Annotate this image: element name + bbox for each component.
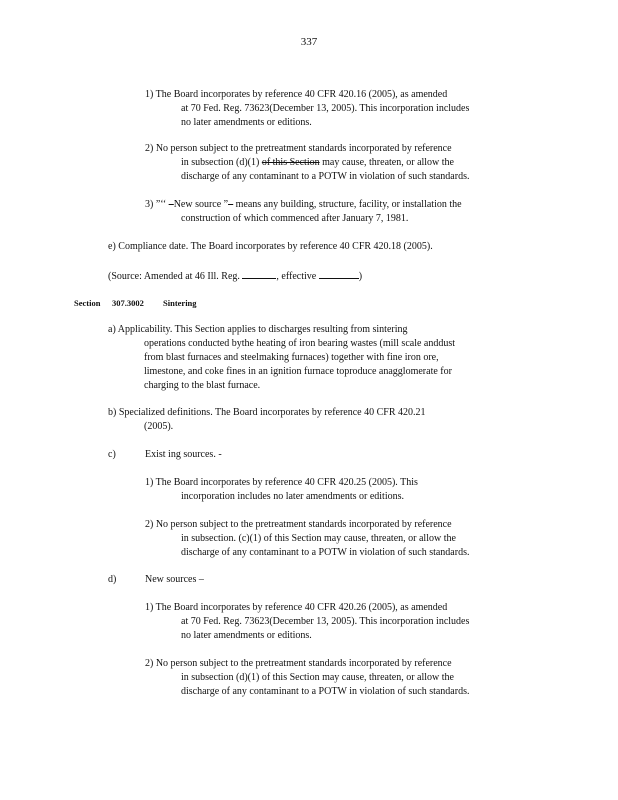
paragraph-2-line-2-end: may cause, threaten, or allow the — [319, 157, 454, 168]
paragraph-2-line-3: discharge of any contaminant to a POTW in violation of such standards. — [181, 171, 470, 182]
paragraph-c2-line-2: in subsection. (c)(1) of this Section may cause, threaten, or allow the — [181, 533, 456, 544]
paragraph-a-line-2: operations conducted bythe heating of iron bearing wastes (mill scale anddust — [144, 338, 456, 349]
page-number: 337 — [300, 36, 318, 48]
struck-dash: – — [168, 199, 174, 210]
struck-text: of this Section — [261, 157, 320, 168]
paragraph-c2-line-3: discharge of any contaminant to a POTW in violation of such standards. — [181, 547, 470, 558]
paragraph-b — [108, 406, 426, 434]
section-title: Sintering — [163, 298, 197, 308]
paragraph-d1-line-1: 1) The Board incorporates by reference 40 CFR 420.26 (2005), as amended — [145, 602, 448, 613]
source-suffix: ) — [358, 271, 363, 282]
paragraph-1-line-1: 1) The Board incorporates by reference 40 CFR 420.16 (2005), as amended — [145, 89, 448, 100]
paragraph-c1-line-2: incorporation includes no later amendments or editions. — [181, 491, 404, 502]
section-number: 307.3002 — [112, 298, 144, 308]
section-title-box — [163, 296, 197, 310]
paragraph-d2-line-3: discharge of any contaminant to a POTW in violation of such standards. — [181, 686, 470, 697]
paragraph-3-line-1-start: 3) ”‘‘ — [145, 199, 169, 210]
paragraph-e-text: e) Compliance date. The Board incorporates by reference 40 CFR 420.18 (2005). — [108, 241, 433, 252]
paragraph-2 — [145, 142, 469, 184]
paragraph-3-line-2: construction of which commenced after January 7, 1981. — [181, 213, 409, 224]
blank-line-2 — [319, 268, 359, 279]
paragraph-d2-line-2: in subsection (d)(1) of this Section may cause, threaten, or allow the — [181, 672, 454, 683]
section-label: Section — [74, 298, 101, 308]
struck-dash-2: – — [228, 199, 234, 210]
paragraph-d2 — [145, 657, 469, 699]
paragraph-a-line-1: a) Applicability. This Section applies to discharges resulting from sintering — [108, 324, 408, 335]
paragraph-c-label: c) — [108, 449, 116, 460]
paragraph-e — [108, 240, 433, 254]
paragraph-b-line-1: b) Specialized definitions. The Board incorporates by reference 40 CFR 420.21 — [108, 407, 426, 418]
source-mid: , effective — [276, 271, 319, 282]
paragraph-c-text: Exist ing sources. - — [145, 449, 222, 460]
paragraph-a-line-4: limestone, and coke fines in an ignition furnace toproduce anagglomerate for — [144, 366, 452, 377]
paragraph-d1 — [145, 601, 469, 643]
paragraph-a — [108, 323, 455, 393]
source-note — [108, 268, 362, 284]
source-line — [108, 268, 362, 284]
paragraph-2-line-2-start: in subsection (d)(1) — [181, 157, 262, 168]
paragraph-d1-line-3: no later amendments or editions. — [181, 630, 312, 641]
source-prefix: (Source: Amended at 46 Ill. Reg. — [108, 271, 243, 282]
blank-line — [242, 268, 276, 279]
paragraph-d-text: New sources – — [145, 574, 204, 585]
paragraph-a-line-5: charging to the blast furnace. — [144, 380, 261, 391]
paragraph-c1 — [145, 476, 418, 504]
paragraph-2-line-1: 2) No person subject to the pretreatment standards incorporated by reference — [145, 143, 452, 154]
paragraph-2-line-2 — [145, 156, 469, 170]
paragraph-3-line-1-mid: New source ” — [173, 199, 229, 210]
paragraph-1-line-2: at 70 Fed. Reg. 73623(December 13, 2005). This incorporation includes — [181, 103, 470, 114]
paragraph-b-line-2: (2005). — [144, 421, 174, 432]
section-number-box — [112, 296, 144, 310]
paragraph-c2-line-1: 2) No person subject to the pretreatment standards incorporated by reference — [145, 519, 452, 530]
section-heading — [74, 296, 100, 310]
paragraph-c2 — [145, 518, 469, 560]
paragraph-1 — [145, 88, 469, 130]
paragraph-d2-line-1: 2) No person subject to the pretreatment standards incorporated by reference — [145, 658, 452, 669]
paragraph-3 — [145, 198, 462, 226]
paragraph-3-line-1-end: means any building, structure, facility, or installation the — [233, 199, 462, 210]
paragraph-d1-line-2: at 70 Fed. Reg. 73623(December 13, 2005). This incorporation includes — [181, 616, 470, 627]
paragraph-c1-line-1: 1) The Board incorporates by reference 40 CFR 420.25 (2005). This — [145, 477, 418, 488]
paragraph-d-label: d) — [108, 574, 117, 585]
paragraph-1-line-3: no later amendments or editions. — [181, 117, 312, 128]
paragraph-a-line-3: from blast furnaces and steelmaking furnaces) together with fine iron ore, — [144, 352, 439, 363]
paragraph-3-line-1 — [145, 198, 462, 212]
